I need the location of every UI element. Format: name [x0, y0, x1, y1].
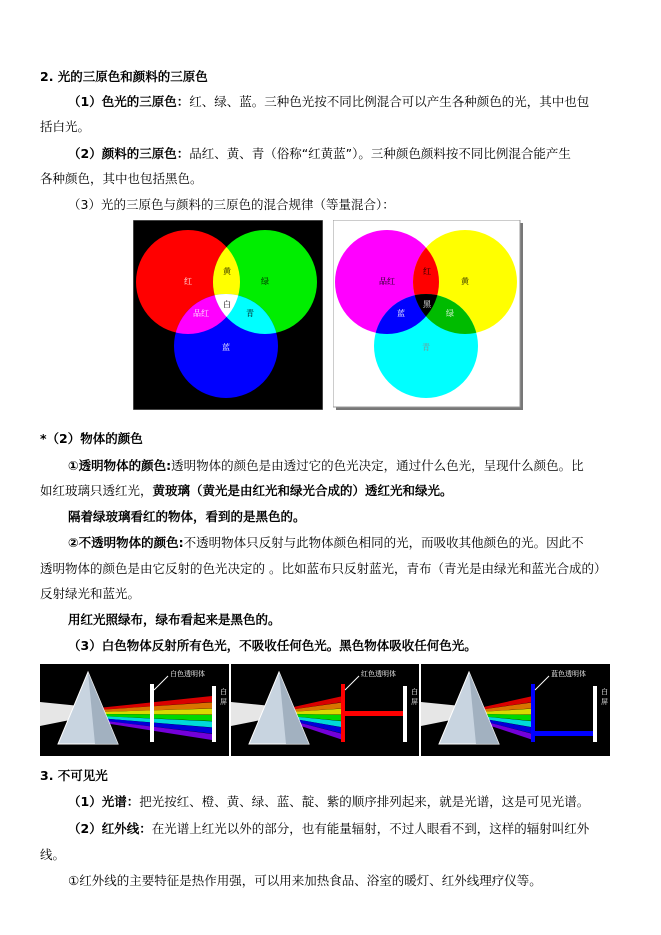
label-yellow: 黄	[223, 267, 231, 276]
label-cyan: 青	[246, 309, 254, 318]
pigment-primaries-line-1	[68, 145, 630, 163]
pigment-label-cyan: 青	[422, 343, 430, 352]
light-primaries-text: 红、绿、蓝。三种色光按不同比例混合可以产生各种颜色的光，其中也包	[189, 94, 590, 109]
infrared-line-1	[68, 820, 630, 838]
pigment-label-red: 红	[423, 267, 431, 276]
transparent-text-2b: 黄玻璃（黄光是由红光和绿光合成的）透红光和绿光。	[152, 483, 453, 498]
transparent-text-2a: 如红玻璃只透红光，	[40, 483, 153, 498]
pigment-label-magenta: 品红	[379, 277, 395, 286]
pigment-primaries-line-2: 各种颜色，其中也包括黑色。	[40, 171, 203, 186]
transparent-filter	[150, 684, 154, 742]
pigment-mixing-figure	[333, 220, 525, 412]
green-glass-line: 隔着绿玻璃看红的物体，看到的是黑色的。	[68, 509, 306, 524]
transparent-label: ①透明物体的颜色:	[68, 458, 172, 473]
white-screen	[212, 686, 216, 742]
filter-pointer	[154, 676, 168, 690]
screen-label-1: 白	[411, 688, 418, 696]
label-magenta: 品红	[193, 309, 209, 318]
mix-rule-line: （3）光的三原色与颜料的三原色的混合规律（等量混合）：	[68, 197, 395, 212]
white-black-line: （3）白色物体反射所有色光，不吸收任何色光。黑色物体吸收任何色光。	[68, 638, 477, 653]
transparent-line-2	[40, 482, 630, 500]
opaque-label: ②不透明物体的颜色:	[68, 535, 184, 550]
opaque-line-3: 反射绿光和蓝光。	[40, 586, 141, 601]
transparent-text: 透明物体的颜色是由透过它的色光决定，通过什么色光，呈现什么颜色。比	[171, 458, 584, 473]
opaque-text: 不透明物体只反射与此物体颜色相同的光，而吸收其他颜色的光。因此不	[183, 535, 584, 550]
screen-label-1: 白	[601, 688, 608, 696]
label-white: 白	[223, 300, 231, 309]
section3-title: 3. 不可见光	[40, 768, 108, 783]
transparent-filter	[531, 684, 535, 742]
light-primaries-line-1	[68, 93, 630, 111]
section2-title: 2. 光的三原色和颜料的三原色	[40, 69, 208, 84]
pigment-label-blue: 蓝	[397, 309, 405, 318]
spectrum-text: 把光按红、橙、黄、绿、蓝、靛、紫的顺序排列起来，就是光谱，这是可见光谱。	[139, 794, 590, 809]
filtered-beam	[343, 711, 403, 716]
light-primaries-line-2: 括白光。	[40, 119, 91, 134]
pigment-primaries-label: （2）颜料的三原色：	[68, 146, 190, 161]
opaque-line-2: 透明物体的颜色是由它反射的色光决定的 。比如蓝布只反射蓝光，青布（青光是由绿光和蓝光合成的）	[40, 561, 607, 576]
filter-label: 蓝色透明体	[551, 670, 586, 678]
opaque-line-1	[68, 534, 630, 552]
spectrum-line	[68, 793, 630, 811]
screen-label-1: 白	[220, 688, 227, 696]
light-primaries-label: （1）色光的三原色：	[68, 94, 190, 109]
prism-panel	[421, 664, 610, 756]
filter-label: 白色透明体	[170, 670, 205, 678]
pigment-label-green: 绿	[446, 309, 454, 318]
spectrum-label: （1）光谱：	[68, 794, 140, 809]
object-color-title: *（2）物体的颜色	[40, 431, 143, 446]
light-mixing-figure	[133, 220, 323, 410]
infrared-line-2: 线。	[40, 847, 66, 862]
filter-pointer	[345, 676, 359, 690]
screen-label-2: 屏	[411, 698, 418, 706]
pigment-label-yellow: 黄	[461, 277, 469, 286]
white-screen	[403, 686, 407, 742]
pigment-primaries-text: 品红、黄、青（俗称“红黄蓝”）。三种颜色颜料按不同比例混合能产生	[189, 146, 571, 161]
pigment-label-black: 黑	[423, 300, 431, 309]
red-light-line: 用红光照绿布，绿布看起来是黑色的。	[68, 612, 281, 627]
filter-pointer	[535, 676, 549, 690]
label-green: 绿	[261, 277, 269, 286]
white-screen	[593, 686, 597, 742]
screen-label-2: 屏	[601, 698, 608, 706]
screen-label-2: 屏	[220, 698, 227, 706]
transparent-filter	[341, 684, 345, 742]
infrared-text: 在光谱上红光以外的部分，也有能量辐射，不过人眼看不到，这样的辐射叫红外	[151, 821, 590, 836]
prism-panel	[231, 664, 419, 756]
filtered-beam	[533, 731, 593, 736]
label-red: 红	[184, 277, 192, 286]
infrared-feature-line: ①红外线的主要特征是热作用强，可以用来加热食品、浴室的暖灯、红外线理疗仪等。	[68, 873, 542, 888]
infrared-label: （2）红外线：	[68, 821, 152, 836]
prism-panel	[40, 664, 229, 756]
label-blue: 蓝	[222, 343, 230, 352]
filter-label: 红色透明体	[361, 670, 396, 678]
transparent-line-1	[68, 457, 630, 475]
